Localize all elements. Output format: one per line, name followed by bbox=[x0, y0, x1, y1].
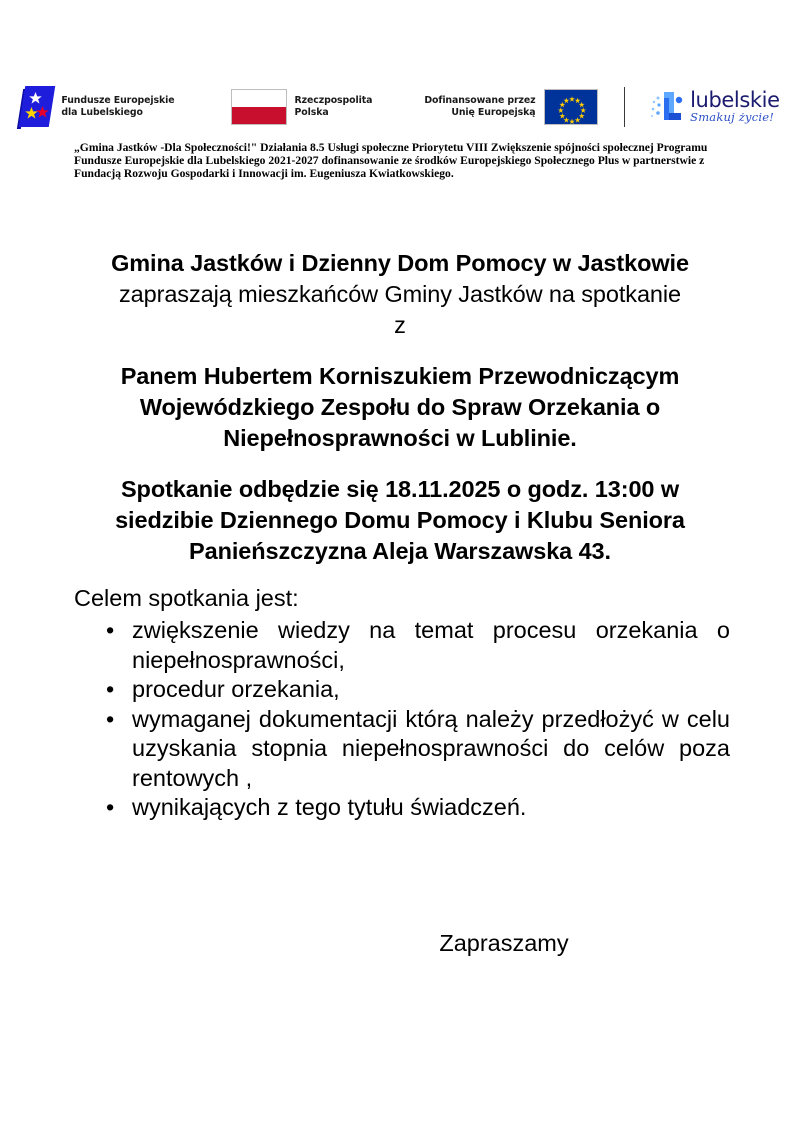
unia-europejska-caption bbox=[424, 95, 535, 120]
logo-divider bbox=[624, 87, 626, 127]
logo-fundusze-europejskie bbox=[20, 86, 174, 129]
lubelskie-wordmark-group bbox=[690, 90, 780, 124]
list-item-text: wymaganej dokumentacji którą należy przedłożyć w celu uzyskania stopnia niepełnosprawności do celów poza rentowych , bbox=[132, 705, 730, 791]
list-item bbox=[74, 616, 730, 675]
title-line-2: zapraszają mieszkańców Gminy Jastków na spotkanie bbox=[119, 281, 681, 307]
lubelskie-icon bbox=[647, 89, 687, 125]
speaker-line-3: Niepełnosprawności w Lublinie. bbox=[223, 425, 577, 451]
eu-flag-icon bbox=[544, 89, 598, 125]
eu-caption-line1: Dofinansowane przez bbox=[424, 94, 536, 106]
lubelskie-wordmark: lubelskie bbox=[690, 88, 780, 113]
speaker-block bbox=[0, 361, 800, 454]
title-line-1: Gmina Jastków i Dzienny Dom Pomocy w Jastkowie bbox=[111, 250, 689, 276]
list-item-text: procedur orzekania, bbox=[132, 676, 340, 702]
logo-unia-europejska bbox=[424, 89, 597, 125]
title-line-3: z bbox=[394, 312, 406, 338]
rzeczpospolita-caption bbox=[295, 95, 373, 120]
logo-rzeczpospolita-polska bbox=[231, 89, 373, 125]
bullet-icon: • bbox=[106, 676, 115, 702]
bullet-icon: • bbox=[106, 794, 115, 820]
details-line-3: Panieńszczyzna Aleja Warszawska 43. bbox=[189, 538, 611, 564]
eu-caption-line2: Unię Europejską bbox=[451, 107, 536, 118]
fundusze-europejskie-icon bbox=[20, 86, 54, 129]
speaker-line-1: Panem Hubertem Korniszukiem Przewodniczącym bbox=[120, 363, 680, 389]
lubelskie-tagline: Smakuj życie! bbox=[690, 110, 775, 125]
invitation-title-block bbox=[0, 248, 800, 341]
fe-caption-line2: dla Lubelskiego bbox=[61, 107, 143, 118]
purpose-list bbox=[74, 616, 730, 823]
fundusze-europejskie-caption bbox=[61, 95, 174, 120]
logo-lubelskie bbox=[647, 89, 780, 125]
details-line-2: siedzibie Dziennego Domu Pomocy i Klubu Seniora bbox=[115, 507, 685, 533]
list-item bbox=[74, 705, 730, 794]
list-item bbox=[74, 675, 730, 705]
list-item-text: zwiększenie wiedzy na temat procesu orzekania o niepełnosprawności, bbox=[132, 617, 730, 673]
list-item-text: wynikających z tego tytułu świadczeń. bbox=[132, 794, 527, 820]
speaker-line-2: Wojewódzkiego Zespołu do Spraw Orzekania o bbox=[139, 394, 661, 420]
list-item bbox=[74, 793, 730, 823]
pl-caption-line2: Polska bbox=[294, 107, 329, 118]
logo-header-bar bbox=[0, 78, 800, 136]
funding-disclaimer: „Gmina Jastków -Dla Społeczności!" Działania 8.5 Usługi społeczne Priorytetu VIII Zwiększenie spójności społecznej Programu Fundusze Europejskie dla Lubelskiego 2021-2027 dofinansowanie ze środków Europejskiego Społecznego Plus w partnerstwie z Fundacją Rozwoju Gospodarki i Innowacji im. Eugeniusza Kwiatkowskiego. bbox=[74, 141, 708, 180]
fe-caption-line1: Fundusze Europejskie bbox=[61, 94, 175, 106]
details-line-1: Spotkanie odbędzie się 18.11.2025 o godz. 13:00 w bbox=[120, 476, 679, 502]
closing-line: Zapraszamy bbox=[439, 930, 569, 956]
meeting-details-block bbox=[0, 474, 800, 567]
pl-caption-line1: Rzeczpospolita bbox=[294, 94, 373, 106]
purpose-intro: Celem spotkania jest: bbox=[74, 585, 299, 611]
polish-flag-icon bbox=[231, 89, 287, 125]
bullet-icon: • bbox=[106, 617, 115, 643]
bullet-icon: • bbox=[106, 705, 115, 732]
